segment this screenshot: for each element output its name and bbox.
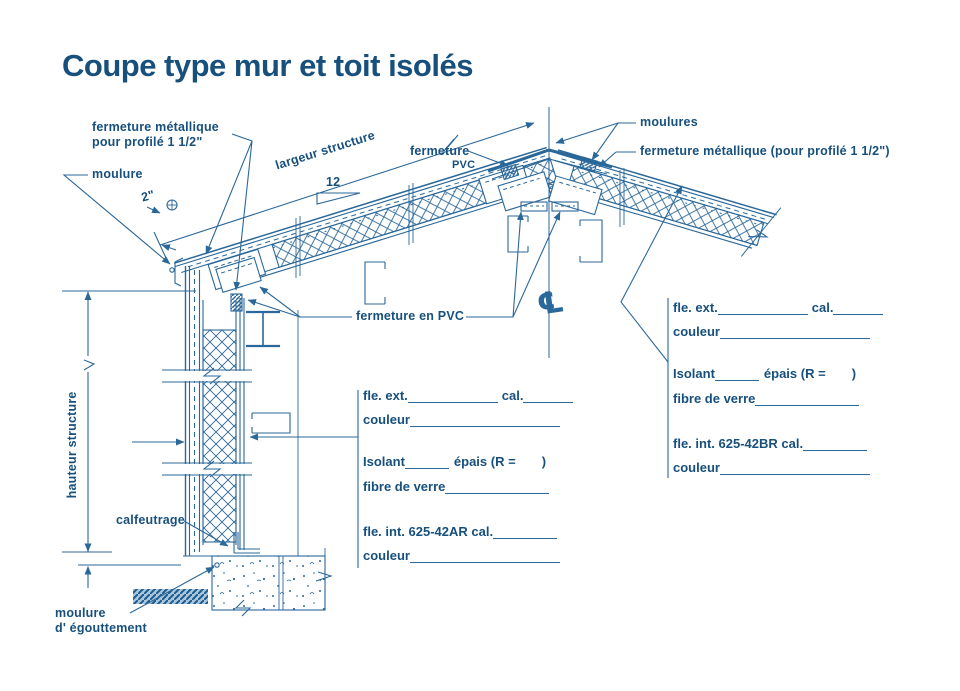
roof-couleur2-blank: [720, 460, 870, 475]
wall-cal-label: cal.: [501, 388, 524, 403]
centerline-symbol: ℄: [534, 284, 567, 323]
roof-fibre-label: fibre de verre: [673, 391, 756, 406]
callout-moulures: moulures: [640, 115, 698, 129]
dim-hauteur-structure: [62, 291, 196, 588]
callout-moulure-egouttement-line1: moulure: [55, 606, 106, 620]
wall-fle-int-label: fle. int. 625-42AR cal.: [363, 524, 494, 539]
callout-fermeture-en-pvc: fermeture en PVC: [356, 309, 465, 323]
roof-epais-label: épais (R =: [763, 366, 826, 381]
footing: [133, 548, 331, 616]
roof-couleur2-label: couleur: [673, 460, 720, 475]
callout-fermeture-metallique-right: fermeture métallique (pour profilé 1 1/2"): [640, 144, 890, 158]
roof-fibre-blank: [755, 391, 859, 406]
slope-ratio-label: 12: [326, 175, 341, 189]
callout-hauteur-structure: hauteur structure: [65, 391, 80, 499]
c-purlin: [580, 220, 602, 262]
wall-fibre-label: fibre de verre: [363, 479, 446, 494]
callout-fermeture: fermeture: [410, 144, 470, 158]
dim-2in-label: 2": [139, 187, 157, 205]
roof-r-blank: [826, 367, 852, 381]
slope-symbol: [317, 193, 360, 204]
wall-isolant-blank: [405, 454, 449, 469]
wall-r-blank: [516, 455, 542, 469]
roof-cal-blank: [833, 300, 883, 315]
wall-fibre-blank: [445, 479, 549, 494]
roof-fle-ext-blank: [718, 300, 808, 315]
wall-fle-ext-blank: [408, 388, 498, 403]
roof-fle-ext-label: fle. ext.: [673, 300, 718, 315]
wall-couleur2-blank: [410, 548, 560, 563]
roof-paren-label: ): [851, 366, 857, 381]
roof-fle-int-label: fle. int. 625-42BR cal.: [673, 436, 804, 451]
wall-isolant-label: Isolant: [363, 454, 405, 469]
wall-couleur-label: couleur: [363, 412, 410, 427]
roof-cal-label: cal.: [811, 300, 834, 315]
callout-fermeture-metallique-left-line2: pour profilé 1 1/2": [92, 135, 203, 149]
wall-couleur-blank: [410, 412, 560, 427]
wall-fle-int-blank: [493, 524, 557, 539]
wall-fle-ext-label: fle. ext.: [363, 388, 408, 403]
c-purlin: [365, 262, 385, 304]
wall-epais-label: épais (R =: [453, 454, 516, 469]
roof-couleur-blank: [720, 324, 870, 339]
roof-fle-int-blank: [803, 436, 867, 451]
callout-pvc: PVC: [452, 159, 476, 171]
roof-couleur-label: couleur: [673, 324, 720, 339]
callout-moulure-egouttement-line2: d' égouttement: [55, 621, 147, 635]
callout-moulure: moulure: [92, 167, 143, 181]
wall-assembly: [162, 258, 298, 556]
callout-fermeture-metallique-left-line1: fermeture métallique: [92, 120, 219, 134]
roof-isolant-label: Isolant: [673, 366, 715, 381]
wall-paren-label: ): [541, 454, 547, 469]
wall-couleur2-label: couleur: [363, 548, 410, 563]
page-title: Coupe type mur et toit isolés: [62, 48, 473, 83]
roof-isolant-blank: [715, 366, 759, 381]
callout-largeur-structure: largeur structure: [273, 128, 377, 173]
wall-cal-blank: [523, 388, 573, 403]
callout-calfeutrage: calfeutrage: [116, 513, 185, 527]
